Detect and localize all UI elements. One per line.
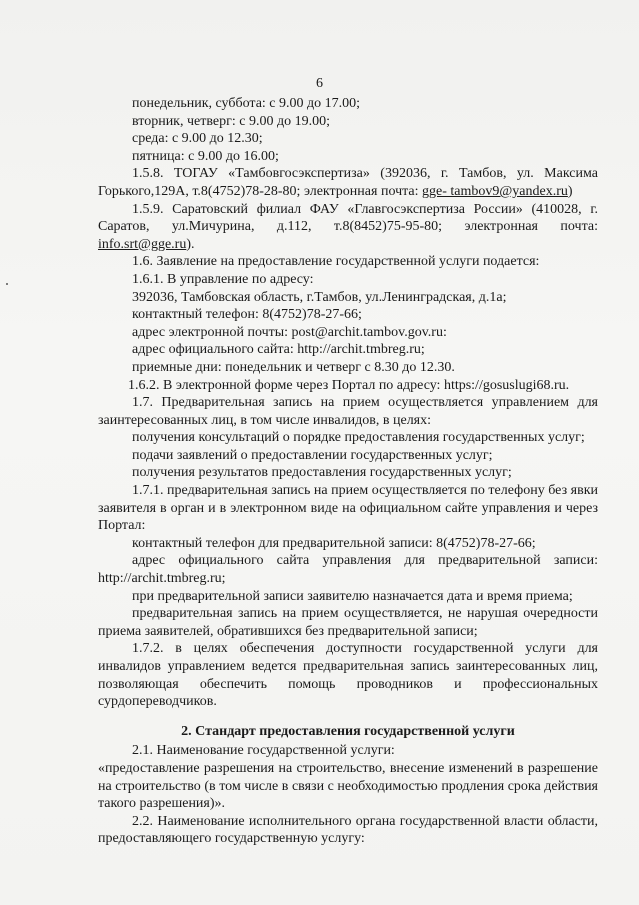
pre-registration-site: адрес официального сайта управления для предварительной записи: http://archit.tmbreg.ru; xyxy=(98,553,598,587)
paragraph-1-5-8 xyxy=(98,165,598,200)
email-line: адрес электронной почты: post@archit.tambov.gov.ru: xyxy=(132,324,447,340)
address-line: 392036, Тамбовская область, г.Тамбов, ул.Ленинградская, д.1а; xyxy=(132,289,507,305)
schedule-line-tue-thu: вторник, четверг: с 9.00 до 19.00; xyxy=(132,113,330,129)
email-link-tambov[interactable]: gge- tambov9@yandex.ru xyxy=(422,183,568,199)
paragraph-2-2: 2.2. Наименование исполнительного органа государственной власти области, предоставляющего государственную услугу: xyxy=(98,813,598,847)
paragraph-2-1: 2.1. Наименование государственной услуги: xyxy=(132,743,395,759)
paragraph-1-5-9 xyxy=(98,201,598,254)
schedule-line-mon-sat: понедельник, суббота: с 9.00 до 17.00; xyxy=(132,96,361,111)
service-name: «предоставление разрешения на строительство, внесение изменений в разрешение на строительство (в том числе в связи с необходимостью продления срока действия такого разрешения)». xyxy=(98,760,598,812)
paragraph-1-7-1: 1.7.1. предварительная запись на прием осуществляется по телефону без явки заявителя в орган и в электронном виде на официальном сайте управления и через Портал: xyxy=(98,483,598,534)
schedule-line-fri: пятница: с 9.00 до 16.00; xyxy=(132,148,279,164)
goal-consultations: получения консультаций о порядке предоставления государственных услуг; xyxy=(132,430,585,446)
email-link-saratov[interactable]: info.srt@gge.ru xyxy=(98,236,187,252)
scan-speck xyxy=(6,283,8,285)
paragraph-1-5-8-text: 1.5.8. ТОГАУ «Тамбовгосэкспертиза» (392036, г. Тамбов, ул. Максима Горького,129А, т.8(4752)78-28-80; электронная почта: xyxy=(98,166,598,199)
paragraph-1-7-2: 1.7.2. в целях обеспечения доступности государственной услуги для инвалидов управлением ведется предварительная запись заинтересованных лиц, позволяющая обеспечить помощь проводников и профессиональных сурдопереводчиков. xyxy=(98,641,598,710)
pre-registration-queue: предварительная запись на прием осуществляется, не нарушая очередности приема заявителей, обратившихся без предварительной записи; xyxy=(98,606,598,639)
paragraph-1-7: 1.7. Предварительная запись на прием осуществляется управлением для заинтересованных лиц, в том числе инвалидов, в целях: xyxy=(98,395,598,428)
pre-registration-date: при предварительной записи заявителю назначается дата и время приема; xyxy=(132,588,573,604)
reception-days-line: приемные дни: понедельник и четверг с 8.30 до 12.30. xyxy=(132,359,455,375)
goal-applications: подачи заявлений о предоставлении государственных услуг; xyxy=(132,447,493,463)
page-body xyxy=(98,95,598,848)
page-number: 6 xyxy=(316,76,323,91)
phone-line: контактный телефон: 8(4752)78-27-66; xyxy=(132,307,362,323)
paragraph-1-6-1: 1.6.1. В управление по адресу: xyxy=(132,271,314,287)
paragraph-1-5-9-text: 1.5.9. Саратовский филиал ФАУ «Главгосэкспертиза России» (410028, г. Саратов, ул.Мичурина, д.112, т.8(8452)75-95-80; электронная почта: xyxy=(98,201,598,235)
pre-registration-phone: контактный телефон для предварительной записи: 8(4752)78-27-66; xyxy=(132,535,536,551)
paragraph-1-6-2: 1.6.2. В электронной форме через Портал по адресу: https://gosuslugi68.ru. xyxy=(128,377,570,393)
goal-results: получения результатов предоставления государственных услуг; xyxy=(132,465,512,481)
paragraph-1-5-8-end: ) xyxy=(567,183,573,199)
schedule-line-wed: среда: с 9.00 до 12.30; xyxy=(132,131,263,147)
site-line: адрес официального сайта: http://archit.tmbreg.ru; xyxy=(132,342,425,358)
paragraph-1-6: 1.6. Заявление на предоставление государственной услуги подается: xyxy=(132,254,540,270)
section-2-heading: 2. Стандарт предоставления государственной услуги xyxy=(181,723,515,739)
paragraph-1-5-9-end: ). xyxy=(186,236,195,252)
